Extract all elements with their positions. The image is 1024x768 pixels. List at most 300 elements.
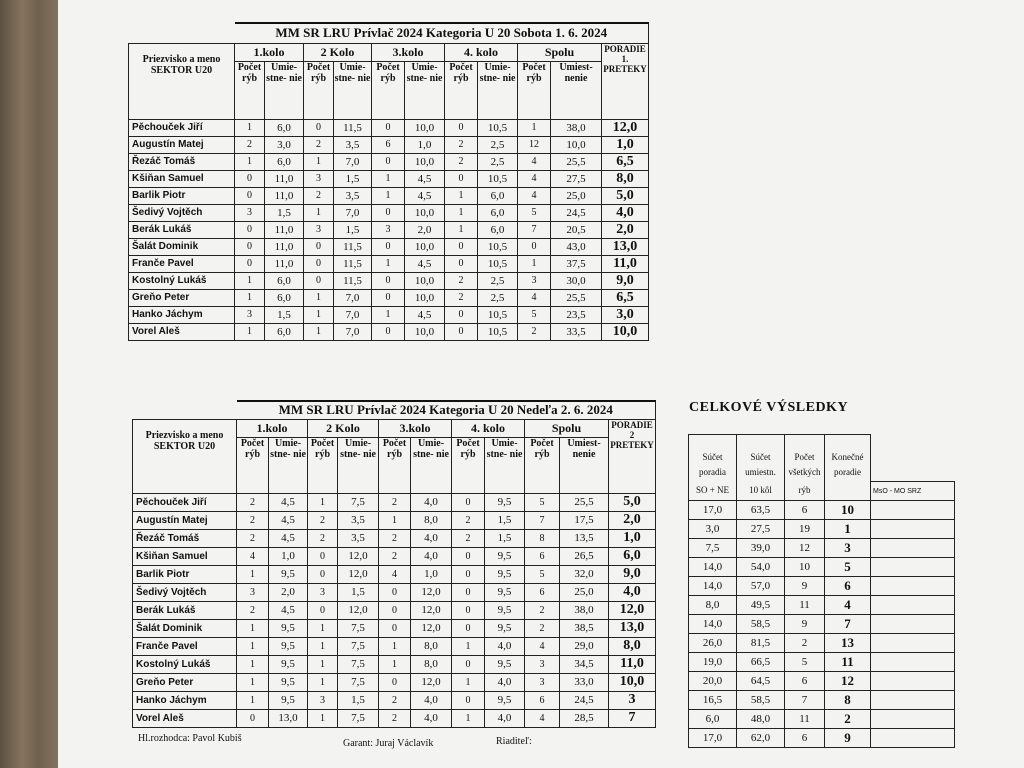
summary-row — [689, 539, 955, 558]
placement-cell: 29,0 — [560, 637, 609, 655]
competitor-name: Barlik Piotr — [133, 565, 237, 583]
placement-cell: 1,5 — [485, 529, 525, 547]
fish-count-cell: 0 — [372, 272, 405, 289]
placement-cell: 38,0 — [551, 119, 602, 136]
placement-cell: 3,5 — [334, 136, 372, 153]
placement-cell: 9,5 — [485, 601, 525, 619]
placement-cell: 25,5 — [560, 493, 609, 511]
placement-cell: 24,5 — [551, 204, 602, 221]
placement-cell: 10,5 — [478, 255, 518, 272]
placement-cell: 1,5 — [338, 583, 379, 601]
placement-cell: 8,0 — [411, 511, 452, 529]
table-row — [133, 529, 656, 547]
fish-count-cell: 0 — [304, 255, 334, 272]
fish-count-cell: 4 — [518, 187, 551, 204]
placement-cell: 8,0 — [411, 637, 452, 655]
fish-count-cell: 1 — [235, 272, 265, 289]
name-column-header: Priezvisko a meno SEKTOR U20 — [133, 419, 237, 493]
summary-header: poradia — [689, 463, 737, 482]
fish-count-cell: 2 — [308, 529, 338, 547]
fish-count-cell: 0 — [235, 238, 265, 255]
summary-cell: 12 — [785, 539, 825, 558]
poradie-cell: 12,0 — [609, 601, 656, 619]
fish-count-cell: 1 — [308, 637, 338, 655]
table-row — [133, 619, 656, 637]
round-header: 2 Kolo — [308, 419, 379, 437]
final-rank-cell: 4 — [825, 596, 871, 615]
summary-cell: 63,5 — [737, 501, 785, 520]
placement-cell: 33,5 — [551, 323, 602, 340]
poradie-cell: 11,0 — [602, 255, 649, 272]
table-row — [129, 187, 649, 204]
placement-cell: 2,0 — [269, 583, 308, 601]
placement-cell: 4,0 — [411, 529, 452, 547]
table-row — [129, 323, 649, 340]
summary-cell: 19 — [785, 520, 825, 539]
poradie-cell: 4,0 — [609, 583, 656, 601]
placement-cell: 9,5 — [485, 619, 525, 637]
fish-count-cell: 1 — [452, 673, 485, 691]
placement-cell: 12,0 — [338, 601, 379, 619]
blank-cell — [871, 729, 955, 748]
summary-heading: CELKOVÉ VÝSLEDKY — [689, 400, 849, 415]
fish-count-cell: 0 — [379, 601, 411, 619]
poradie-cell: 5,0 — [602, 187, 649, 204]
placement-cell: 10,5 — [478, 323, 518, 340]
summary-cell: 58,5 — [737, 691, 785, 710]
poradie-cell: 1,0 — [602, 136, 649, 153]
fish-count-cell: 4 — [237, 547, 269, 565]
final-rank-cell: 13 — [825, 634, 871, 653]
poradie-cell: 3,0 — [602, 306, 649, 323]
count-header: Počet rýb — [452, 437, 485, 493]
placement-cell: 11,5 — [334, 255, 372, 272]
place-header: Umie- stne- nie — [334, 61, 372, 119]
fish-count-cell: 1 — [237, 565, 269, 583]
fish-count-cell: 0 — [379, 673, 411, 691]
fish-count-cell: 2 — [304, 187, 334, 204]
table-row — [129, 170, 649, 187]
competitor-name: Greňo Peter — [133, 673, 237, 691]
place-header: Umie- stne- nie — [405, 61, 445, 119]
summary-cell: 6,0 — [689, 710, 737, 729]
fish-count-cell: 1 — [308, 493, 338, 511]
summary-header: SO + NE — [689, 482, 737, 501]
placement-cell: 9,5 — [269, 619, 308, 637]
fish-count-cell: 1 — [518, 119, 551, 136]
fish-count-cell: 2 — [379, 529, 411, 547]
placement-cell: 17,5 — [560, 511, 609, 529]
poradie-cell: 13,0 — [602, 238, 649, 255]
poradie-cell: 4,0 — [602, 204, 649, 221]
table-row — [129, 289, 649, 306]
placement-cell: 4,5 — [405, 306, 445, 323]
place-header: Umiest- nenie — [551, 61, 602, 119]
fish-count-cell: 3 — [518, 272, 551, 289]
fish-count-cell: 3 — [304, 221, 334, 238]
fish-count-cell: 0 — [304, 272, 334, 289]
fish-count-cell: 0 — [445, 119, 478, 136]
summary-header: 10 kôl — [737, 482, 785, 501]
fish-count-cell: 0 — [372, 238, 405, 255]
table-row — [129, 153, 649, 170]
table-row — [129, 119, 649, 136]
competitor-name: Vorel Aleš — [133, 709, 237, 727]
placement-cell: 11,0 — [265, 187, 304, 204]
poradie-cell: 9,0 — [609, 565, 656, 583]
summary-header — [825, 482, 871, 501]
fish-count-cell: 1 — [445, 221, 478, 238]
fish-count-cell: 5 — [525, 493, 560, 511]
competitor-name: Kostolný Lukáš — [129, 272, 235, 289]
placement-cell: 9,5 — [485, 493, 525, 511]
fish-count-cell: 0 — [308, 565, 338, 583]
summary-cell: 58,5 — [737, 615, 785, 634]
blank-cell — [871, 558, 955, 577]
fish-count-cell: 1 — [379, 655, 411, 673]
fish-count-cell: 2 — [237, 529, 269, 547]
table-row — [133, 583, 656, 601]
placement-cell: 23,5 — [551, 306, 602, 323]
summary-cell: 7 — [785, 691, 825, 710]
fish-count-cell: 1 — [445, 204, 478, 221]
placement-cell: 1,0 — [411, 565, 452, 583]
table-row — [129, 255, 649, 272]
summary-cell: 49,5 — [737, 596, 785, 615]
final-rank-cell: 8 — [825, 691, 871, 710]
summary-header: všetkých — [785, 463, 825, 482]
blank-cell — [871, 596, 955, 615]
chief-judge: Hl.rozhodca: Pavol Kubiš — [138, 733, 242, 744]
placement-cell: 13,5 — [560, 529, 609, 547]
fish-count-cell: 0 — [445, 170, 478, 187]
fish-count-cell: 0 — [372, 323, 405, 340]
placement-cell: 7,5 — [338, 619, 379, 637]
placement-cell: 4,5 — [269, 529, 308, 547]
fish-count-cell: 4 — [525, 709, 560, 727]
competitor-name: Franče Pavel — [129, 255, 235, 272]
fish-count-cell: 2 — [518, 323, 551, 340]
placement-cell: 3,5 — [338, 511, 379, 529]
competitor-name: Augustín Matej — [129, 136, 235, 153]
placement-cell: 7,5 — [338, 709, 379, 727]
placement-cell: 11,0 — [265, 221, 304, 238]
competitor-name: Šedivý Vojtěch — [133, 583, 237, 601]
blank-cell — [871, 653, 955, 672]
fish-count-cell: 6 — [372, 136, 405, 153]
summary-cell: 11 — [785, 596, 825, 615]
table-row — [129, 272, 649, 289]
table-row — [133, 601, 656, 619]
placement-cell: 10,0 — [405, 119, 445, 136]
summary-row — [689, 520, 955, 539]
fish-count-cell: 3 — [235, 204, 265, 221]
summary-cell: 9 — [785, 615, 825, 634]
fish-count-cell: 1 — [237, 691, 269, 709]
fish-count-cell: 2 — [237, 493, 269, 511]
fish-count-cell: 5 — [525, 565, 560, 583]
summary-cell: 14,0 — [689, 558, 737, 577]
fish-count-cell: 1 — [308, 619, 338, 637]
summary-cell: 6 — [785, 501, 825, 520]
placement-cell: 7,5 — [338, 673, 379, 691]
blank-cell — [871, 672, 955, 691]
table-row — [133, 655, 656, 673]
table-title: MM SR LRU Prívlač 2024 Kategoria U 20 Sobota 1. 6. 2024 — [235, 23, 649, 43]
placement-cell: 4,0 — [411, 547, 452, 565]
name-column-header: Priezvisko a meno SEKTOR U20 — [129, 43, 235, 119]
summary-cell: 64,5 — [737, 672, 785, 691]
placement-cell: 6,0 — [265, 289, 304, 306]
table-row — [133, 637, 656, 655]
fish-count-cell: 1 — [379, 637, 411, 655]
summary-cell: 7,5 — [689, 539, 737, 558]
count-header: Počet rýb — [308, 437, 338, 493]
fish-count-cell: 8 — [525, 529, 560, 547]
guarantor: Garant: Juraj Václavík — [343, 738, 434, 749]
placement-cell: 4,5 — [405, 170, 445, 187]
wooden-surface — [0, 0, 64, 768]
competitor-name: Berák Lukáš — [129, 221, 235, 238]
placement-cell: 2,5 — [478, 272, 518, 289]
poradie-cell: 2,0 — [602, 221, 649, 238]
fish-count-cell: 4 — [518, 170, 551, 187]
placement-cell: 11,0 — [265, 238, 304, 255]
summary-cell: 39,0 — [737, 539, 785, 558]
place-header: Umie- stne- nie — [411, 437, 452, 493]
blank-cell — [871, 691, 955, 710]
fish-count-cell: 1 — [304, 153, 334, 170]
place-header: Umiest- nenie — [560, 437, 609, 493]
final-rank-cell: 1 — [825, 520, 871, 539]
summary-cell: 54,0 — [737, 558, 785, 577]
summary-header: Súčet — [737, 435, 785, 464]
placement-cell: 6,0 — [265, 153, 304, 170]
placement-cell: 4,0 — [485, 637, 525, 655]
placement-cell: 13,0 — [269, 709, 308, 727]
placement-cell: 2,5 — [478, 153, 518, 170]
competitor-name: Šalát Dominik — [133, 619, 237, 637]
summary-cell: 81,5 — [737, 634, 785, 653]
competitor-name: Berák Lukáš — [133, 601, 237, 619]
summary-cell: 6 — [785, 729, 825, 748]
fish-count-cell: 0 — [372, 119, 405, 136]
poradie-cell: 2,0 — [609, 511, 656, 529]
poradie-cell: 7 — [609, 709, 656, 727]
placement-cell: 11,5 — [334, 119, 372, 136]
placement-cell: 10,0 — [405, 272, 445, 289]
placement-cell: 4,5 — [405, 187, 445, 204]
fish-count-cell: 1 — [372, 255, 405, 272]
fish-count-cell: 1 — [445, 187, 478, 204]
fish-count-cell: 2 — [379, 547, 411, 565]
fish-count-cell: 1 — [304, 289, 334, 306]
placement-cell: 2,5 — [478, 289, 518, 306]
summary-cell: 10 — [785, 558, 825, 577]
place-header: Umie- stne- nie — [269, 437, 308, 493]
summary-cell: 11 — [785, 710, 825, 729]
fish-count-cell: 4 — [518, 289, 551, 306]
poradie-cell: 10,0 — [602, 323, 649, 340]
fish-count-cell: 1 — [235, 289, 265, 306]
placement-cell: 9,5 — [269, 565, 308, 583]
summary-cell: 27,5 — [737, 520, 785, 539]
fish-count-cell: 5 — [518, 306, 551, 323]
fish-count-cell: 0 — [235, 221, 265, 238]
summary-row — [689, 558, 955, 577]
placement-cell: 2,5 — [478, 136, 518, 153]
fish-count-cell: 5 — [518, 204, 551, 221]
place-header: Umie- stne- nie — [478, 61, 518, 119]
placement-cell: 9,5 — [485, 583, 525, 601]
summary-cell: 14,0 — [689, 577, 737, 596]
placement-cell: 10,5 — [478, 306, 518, 323]
count-header: Počet rýb — [235, 61, 265, 119]
table-row — [129, 204, 649, 221]
fish-count-cell: 2 — [237, 511, 269, 529]
fish-count-cell: 2 — [445, 136, 478, 153]
placement-cell: 7,5 — [338, 655, 379, 673]
placement-cell: 25,0 — [551, 187, 602, 204]
summary-cell: 20,0 — [689, 672, 737, 691]
summary-row — [689, 501, 955, 520]
round-header: 2 Kolo — [304, 43, 372, 61]
placement-cell: 9,5 — [485, 565, 525, 583]
place-header: Umie- stne- nie — [265, 61, 304, 119]
fish-count-cell: 1 — [235, 119, 265, 136]
fish-count-cell: 3 — [308, 583, 338, 601]
round-header: 1.kolo — [237, 419, 308, 437]
fish-count-cell: 4 — [379, 565, 411, 583]
table-row — [133, 709, 656, 727]
placement-cell: 6,0 — [478, 187, 518, 204]
placement-cell: 9,5 — [269, 637, 308, 655]
placement-cell: 4,0 — [411, 493, 452, 511]
round-header: 1.kolo — [235, 43, 304, 61]
fish-count-cell: 0 — [372, 204, 405, 221]
fish-count-cell: 0 — [452, 547, 485, 565]
placement-cell: 12,0 — [411, 583, 452, 601]
blank-cell — [871, 634, 955, 653]
summary-cell: 14,0 — [689, 615, 737, 634]
placement-cell: 1,5 — [265, 204, 304, 221]
competitor-name: Franče Pavel — [133, 637, 237, 655]
fish-count-cell: 0 — [445, 238, 478, 255]
fish-count-cell: 3 — [525, 655, 560, 673]
fish-count-cell: 2 — [445, 272, 478, 289]
placement-cell: 3,5 — [334, 187, 372, 204]
placement-cell: 1,5 — [485, 511, 525, 529]
placement-cell: 4,0 — [485, 673, 525, 691]
placement-cell: 12,0 — [338, 565, 379, 583]
fish-count-cell: 2 — [525, 619, 560, 637]
placement-cell: 4,5 — [269, 511, 308, 529]
placement-cell: 4,0 — [411, 691, 452, 709]
summary-cell: 48,0 — [737, 710, 785, 729]
placement-cell: 1,0 — [269, 547, 308, 565]
blank-cell — [871, 710, 955, 729]
placement-cell: 7,0 — [334, 204, 372, 221]
poradie-cell: 10,0 — [609, 673, 656, 691]
table-row — [133, 691, 656, 709]
fish-count-cell: 2 — [445, 289, 478, 306]
round-header: 4. kolo — [452, 419, 525, 437]
placement-cell: 37,5 — [551, 255, 602, 272]
placement-cell: 11,5 — [334, 272, 372, 289]
summary-header: Súčet — [689, 435, 737, 464]
competitor-name: Vorel Aleš — [129, 323, 235, 340]
poradie-cell: 8,0 — [602, 170, 649, 187]
placement-cell: 28,5 — [560, 709, 609, 727]
placement-cell: 6,0 — [478, 221, 518, 238]
placement-cell: 4,5 — [405, 255, 445, 272]
placement-cell: 11,5 — [334, 238, 372, 255]
table-row — [129, 136, 649, 153]
placement-cell: 3,5 — [338, 529, 379, 547]
poradie-cell: 6,5 — [602, 153, 649, 170]
summary-cell: 17,0 — [689, 501, 737, 520]
poradie-cell: 6,0 — [609, 547, 656, 565]
fish-count-cell: 1 — [308, 709, 338, 727]
fish-count-cell: 0 — [445, 255, 478, 272]
fish-count-cell: 1 — [237, 655, 269, 673]
placement-cell: 7,5 — [338, 637, 379, 655]
placement-cell: 7,0 — [334, 289, 372, 306]
placement-cell: 4,5 — [269, 493, 308, 511]
fish-count-cell: 3 — [235, 306, 265, 323]
placement-cell: 1,5 — [334, 221, 372, 238]
placement-cell: 4,0 — [485, 709, 525, 727]
blank-cell — [871, 539, 955, 558]
fish-count-cell: 2 — [379, 709, 411, 727]
placement-cell: 4,5 — [269, 601, 308, 619]
fish-count-cell: 7 — [518, 221, 551, 238]
poradie-header: PORADIE 2 PRETEKY — [609, 419, 656, 493]
summary-header: Konečné — [825, 435, 871, 464]
fish-count-cell: 0 — [445, 306, 478, 323]
total-header: Spolu — [525, 419, 609, 437]
summary-cell: 6 — [785, 672, 825, 691]
competitor-name: Pěchouček Jiří — [129, 119, 235, 136]
placement-cell: 34,5 — [560, 655, 609, 673]
fish-count-cell: 1 — [518, 255, 551, 272]
summary-header: Počet — [785, 435, 825, 464]
fish-count-cell: 2 — [445, 153, 478, 170]
fish-count-cell: 2 — [452, 529, 485, 547]
competitor-name: Kšiňan Samuel — [129, 170, 235, 187]
poradie-cell: 6,5 — [602, 289, 649, 306]
fish-count-cell: 0 — [237, 709, 269, 727]
competitor-name: Šalát Dominik — [129, 238, 235, 255]
competitor-name: Kostolný Lukáš — [133, 655, 237, 673]
fish-count-cell: 1 — [304, 204, 334, 221]
placement-cell: 12,0 — [411, 601, 452, 619]
final-rank-cell: 5 — [825, 558, 871, 577]
competitor-name: Hanko Jáchym — [133, 691, 237, 709]
summary-cell: 17,0 — [689, 729, 737, 748]
fish-count-cell: 1 — [308, 655, 338, 673]
fish-count-cell: 1 — [308, 673, 338, 691]
placement-cell: 12,0 — [338, 547, 379, 565]
placement-cell: 43,0 — [551, 238, 602, 255]
fish-count-cell: 2 — [308, 511, 338, 529]
competitor-name: Augustín Matej — [133, 511, 237, 529]
poradie-cell: 9,0 — [602, 272, 649, 289]
fish-count-cell: 4 — [518, 153, 551, 170]
summary-row — [689, 729, 955, 748]
table-row — [129, 221, 649, 238]
placement-cell: 11,0 — [265, 170, 304, 187]
